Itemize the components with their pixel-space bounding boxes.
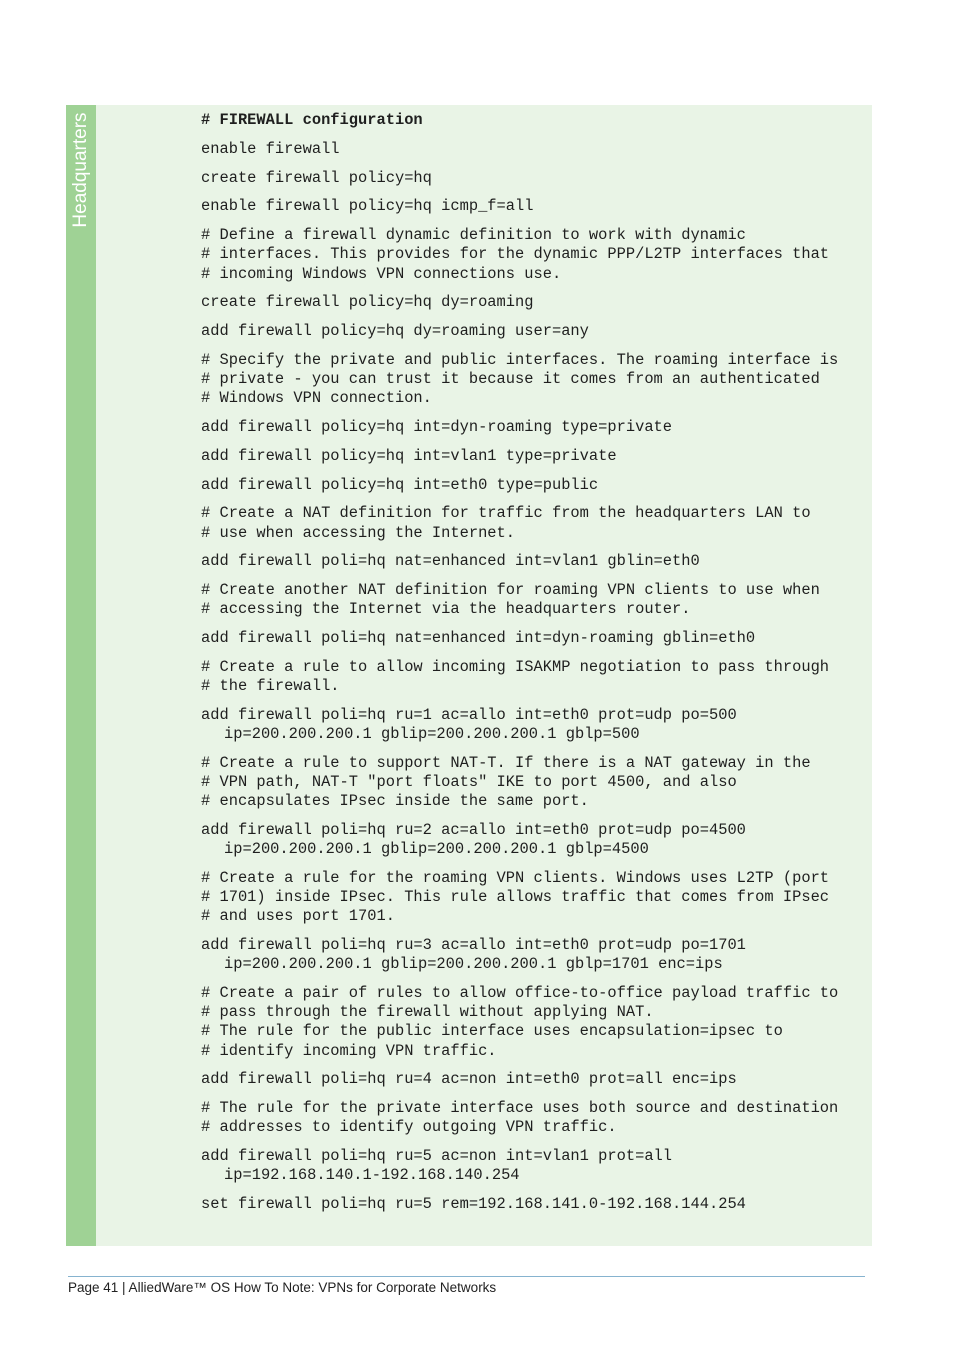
code-block bbox=[201, 197, 869, 216]
comment-line: # The rule for the public interface uses encapsulation=ipsec to bbox=[201, 1022, 783, 1041]
command-line: add firewall policy=hq int=eth0 type=public bbox=[201, 475, 599, 494]
section-side-tab-label: Headquarters bbox=[70, 112, 91, 228]
code-block bbox=[201, 754, 869, 812]
command-line: add firewall poli=hq ru=4 ac=non int=eth0 prot=all enc=ips bbox=[201, 1070, 737, 1089]
comment-line: # interfaces. This provides for the dynamic PPP/L2TP interfaces that bbox=[201, 245, 830, 264]
code-block bbox=[201, 984, 869, 1061]
section-heading: # FIREWALL configuration bbox=[201, 111, 423, 129]
code-block bbox=[201, 476, 869, 495]
comment-line: # and uses port 1701. bbox=[201, 907, 395, 926]
comment-line: # incoming Windows VPN connections use. bbox=[201, 264, 562, 283]
command-line: ip=200.200.200.1 gblip=200.200.200.1 gblp=500 bbox=[224, 725, 640, 743]
command-line: add firewall policy=hq int=vlan1 type=private bbox=[201, 446, 617, 465]
code-block bbox=[201, 504, 869, 542]
code-block bbox=[201, 1147, 869, 1185]
comment-line: # pass through the firewall without applying NAT. bbox=[201, 1003, 654, 1022]
comment-line: # addresses to identify outgoing VPN traffic. bbox=[201, 1118, 617, 1137]
command-line: enable firewall policy=hq icmp_f=all bbox=[201, 197, 534, 216]
command-line: add firewall poli=hq ru=3 ac=allo int=eth0 prot=udp po=1701 bbox=[201, 936, 746, 955]
code-block bbox=[201, 293, 869, 312]
comment-line: # encapsulates IPsec inside the same port. bbox=[201, 792, 589, 811]
code-block bbox=[201, 552, 869, 571]
comment-line: # use when accessing the Internet. bbox=[201, 523, 516, 542]
command-line: add firewall poli=hq ru=1 ac=allo int=eth0 prot=udp po=500 bbox=[201, 705, 737, 724]
code-block bbox=[201, 140, 869, 159]
comment-line: # Create a pair of rules to allow office-to-office payload traffic to bbox=[201, 984, 839, 1003]
command-line: add firewall poli=hq ru=5 ac=non int=vlan1 prot=all bbox=[201, 1147, 673, 1166]
code-block bbox=[201, 629, 869, 648]
command-line: add firewall poli=hq nat=enhanced int=vlan1 gblin=eth0 bbox=[201, 552, 700, 571]
code-block bbox=[201, 111, 869, 130]
comment-line: # private - you can trust it because it comes from an authenticated bbox=[201, 370, 820, 389]
code-block bbox=[201, 169, 869, 188]
command-line: create firewall policy=hq bbox=[201, 168, 432, 187]
comment-line: # Create a NAT definition for traffic from the headquarters LAN to bbox=[201, 504, 811, 523]
comment-line: # Define a firewall dynamic definition to work with dynamic bbox=[201, 226, 746, 245]
comment-line: # identify incoming VPN traffic. bbox=[201, 1041, 497, 1060]
code-block bbox=[201, 1195, 869, 1214]
comment-line: # Create a rule to support NAT-T. If there is a NAT gateway in the bbox=[201, 753, 811, 772]
section-side-tab bbox=[66, 105, 96, 1246]
code-block bbox=[201, 1099, 869, 1137]
command-line: enable firewall bbox=[201, 139, 340, 158]
command-line: create firewall policy=hq dy=roaming bbox=[201, 293, 534, 312]
code-block bbox=[201, 581, 869, 619]
comment-line: # 1701) inside IPsec. This rule allows traffic that comes from IPsec bbox=[201, 888, 830, 907]
code-block bbox=[201, 447, 869, 466]
comment-line: # Create a rule to allow incoming ISAKMP negotiation to pass through bbox=[201, 657, 830, 676]
config-code-listing bbox=[201, 111, 869, 1224]
comment-line: # Specify the private and public interfaces. The roaming interface is bbox=[201, 350, 839, 369]
command-line: add firewall policy=hq int=dyn-roaming type=private bbox=[201, 418, 673, 436]
code-block bbox=[201, 706, 869, 744]
comment-line: # The rule for the private interface uses both source and destination bbox=[201, 1099, 839, 1118]
code-block bbox=[201, 418, 869, 437]
command-line: set firewall poli=hq ru=5 rem=192.168.141.0-192.168.144.254 bbox=[201, 1195, 746, 1214]
command-line: ip=192.168.140.1-192.168.140.254 bbox=[224, 1166, 520, 1185]
code-block bbox=[201, 658, 869, 696]
command-line: add firewall poli=hq nat=enhanced int=dyn-roaming gblin=eth0 bbox=[201, 629, 756, 648]
comment-line: # Create another NAT definition for roaming VPN clients to use when bbox=[201, 581, 820, 600]
command-line: add firewall policy=hq dy=roaming user=any bbox=[201, 322, 589, 341]
command-line: ip=200.200.200.1 gblip=200.200.200.1 gblp=4500 bbox=[224, 840, 649, 859]
code-block bbox=[201, 936, 869, 974]
code-block bbox=[201, 821, 869, 859]
footer-divider bbox=[68, 1276, 865, 1277]
command-line: add firewall poli=hq ru=2 ac=allo int=eth0 prot=udp po=4500 bbox=[201, 820, 746, 839]
code-block bbox=[201, 226, 869, 284]
comment-line: # Create a rule for the roaming VPN clients. Windows uses L2TP (port bbox=[201, 868, 830, 887]
command-line: ip=200.200.200.1 gblip=200.200.200.1 gblp=1701 enc=ips bbox=[224, 955, 723, 974]
code-block bbox=[201, 322, 869, 341]
comment-line: # accessing the Internet via the headquarters router. bbox=[201, 600, 691, 619]
code-block bbox=[201, 1070, 869, 1089]
comment-line: # the firewall. bbox=[201, 677, 340, 696]
comment-line: # Windows VPN connection. bbox=[201, 389, 432, 408]
code-block bbox=[201, 351, 869, 409]
page-footer: Page 41 | AlliedWare™ OS How To Note: VPNs for Corporate Networks bbox=[68, 1280, 497, 1295]
code-block bbox=[201, 869, 869, 927]
comment-line: # VPN path, NAT-T "port floats" IKE to port 4500, and also bbox=[201, 772, 737, 791]
